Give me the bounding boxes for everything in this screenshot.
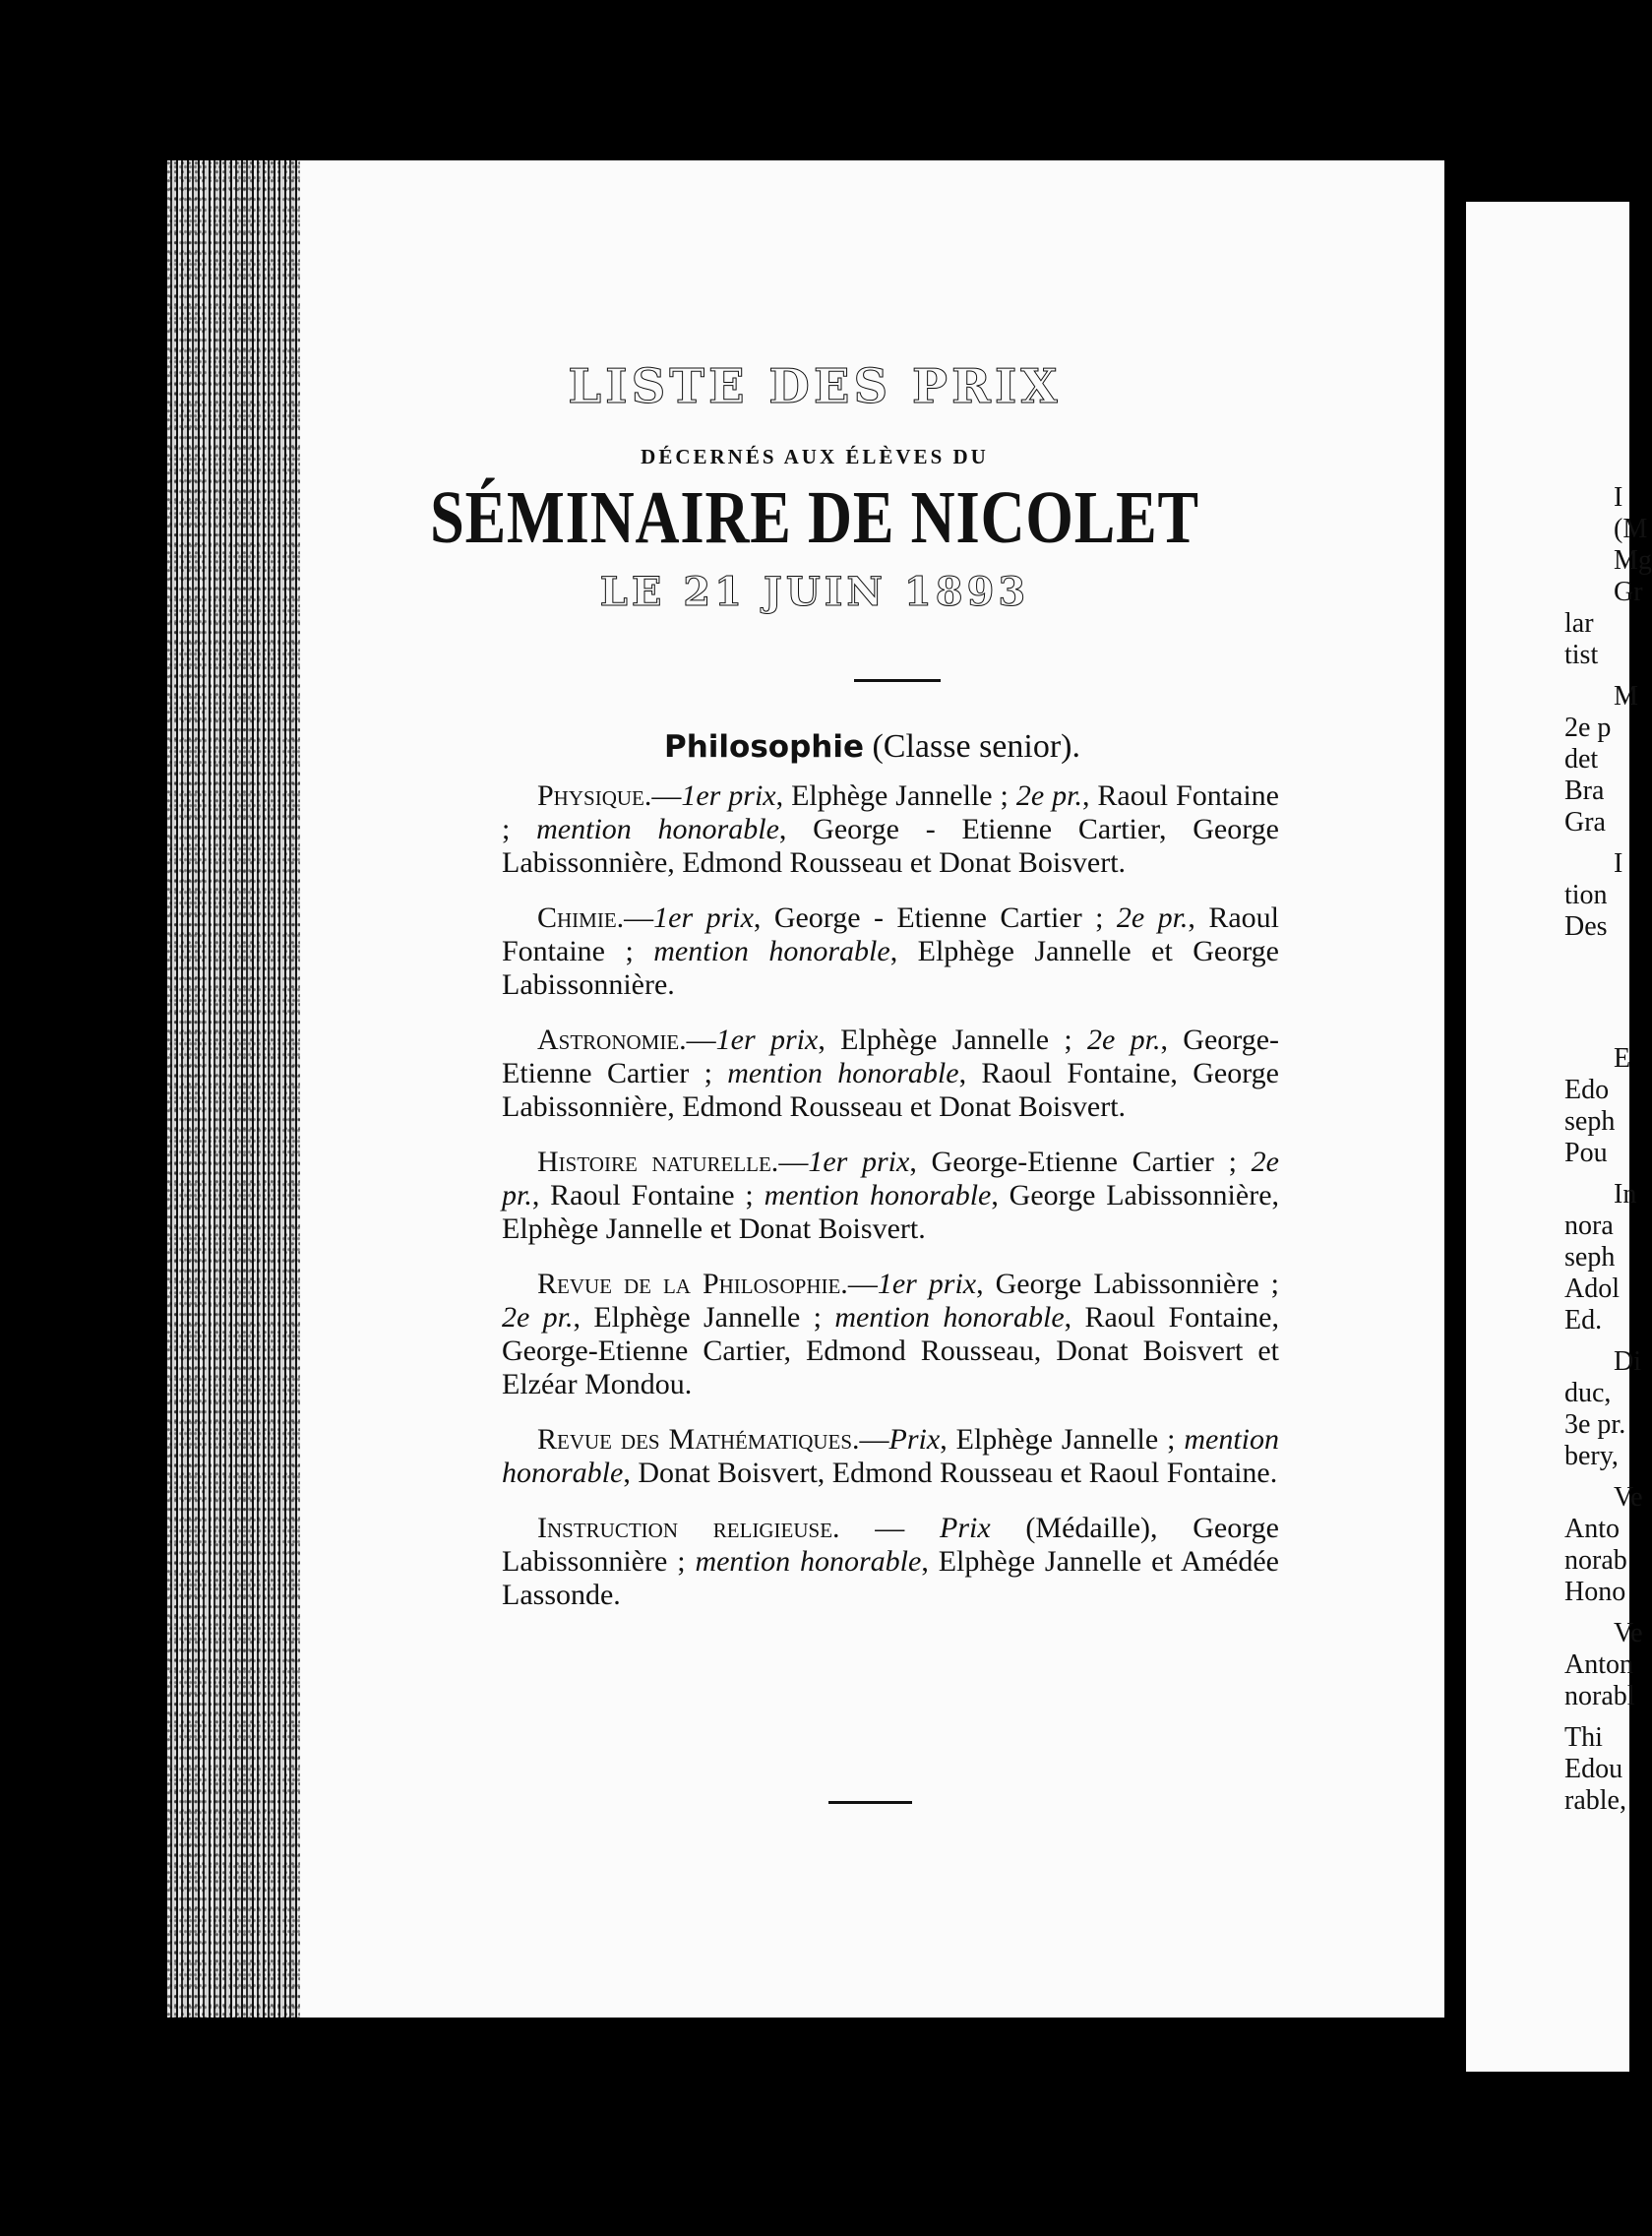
honorable-mention-label: mention honorable	[536, 813, 779, 845]
ceremony-date: LE 21 JUIN 1893	[599, 569, 1030, 615]
facing-page-line: Di	[1614, 1346, 1641, 1377]
prize-text: , Elphège Jannelle ;	[573, 1301, 835, 1334]
facing-page-line: I	[1614, 848, 1623, 879]
second-prize-label: 2e pr.	[502, 1301, 574, 1334]
honorable-mention-label: mention honorable	[502, 1423, 1280, 1489]
facing-page-line: Gr	[1614, 577, 1643, 607]
prize-entry	[502, 1512, 1279, 1612]
facing-page-line: Thi	[1564, 1722, 1603, 1753]
prize-text: , George Labissonnière ;	[976, 1268, 1279, 1300]
prize-text: , Raoul Fontaine ;	[502, 779, 1279, 845]
facing-page-line: I	[1614, 482, 1623, 513]
honorable-mention-label: mention honorable	[653, 935, 890, 967]
prize-text: , Donat Boisvert, Edmond Rousseau et Raoul Fontaine.	[623, 1457, 1278, 1489]
section-class: (Classe senior).	[872, 728, 1080, 765]
facing-page-line: Des	[1564, 911, 1608, 942]
prize-text: —	[859, 1423, 889, 1456]
facing-page-line: det	[1564, 744, 1599, 775]
facing-page-line: tion	[1564, 880, 1608, 910]
prize-text: , George-Etienne Cartier ;	[909, 1146, 1252, 1178]
honorable-mention-label: mention honorable	[834, 1301, 1065, 1334]
section-name: Philosophie	[663, 729, 864, 765]
facing-page-line: M	[1614, 681, 1638, 712]
facing-page-line: Anto	[1564, 1514, 1620, 1544]
prize-subject: Revue des Mathématiques.	[537, 1423, 860, 1456]
facing-page-line: In	[1614, 1179, 1637, 1210]
prize-subject: Astronomie.	[537, 1024, 687, 1056]
facing-page-line: Anton	[1564, 1649, 1633, 1680]
prize-text: —	[686, 1024, 716, 1056]
prize-subject: Histoire naturelle.	[537, 1146, 779, 1178]
facing-page-line: Adol	[1564, 1273, 1620, 1304]
prize-text: , Raoul Fontaine, George Labissonnière, Edmond Rousseau et Donat Boisvert.	[502, 1057, 1279, 1123]
second-prize-label: 2e pr.	[1086, 1024, 1161, 1056]
prize-text: , Raoul Fontaine ;	[531, 1179, 765, 1211]
facing-page-line: nora	[1564, 1211, 1614, 1241]
prize-text: (Médaille), George Labissonnière ;	[502, 1512, 1279, 1578]
honorable-mention-label: mention honorable	[727, 1057, 959, 1089]
facing-page-line: seph	[1564, 1106, 1616, 1137]
prize-text: , Elphège Jannelle ;	[940, 1423, 1185, 1456]
book-page-edges	[167, 160, 300, 2018]
facing-page-line: Bra	[1564, 776, 1605, 806]
section-heading	[300, 728, 1444, 766]
prize-subject: Physique.	[537, 779, 652, 812]
prize-entry	[502, 1423, 1279, 1490]
prize-list	[502, 779, 1279, 1634]
facing-page-line: Gra	[1564, 807, 1606, 838]
facing-page-line: Pou	[1564, 1138, 1608, 1168]
prize-text: , Raoul Fontaine ;	[502, 901, 1279, 967]
facing-page-line: norab	[1564, 1545, 1627, 1576]
honorable-mention-label: mention honorable	[695, 1545, 922, 1578]
prize-text: , Elphège Jannelle et George Labissonnière.	[502, 935, 1279, 1001]
document-subtitle: DÉCERNÉS AUX ÉLÈVES DU	[641, 445, 989, 468]
prize-subject: Instruction religieuse.	[537, 1512, 840, 1544]
second-prize-label: 2e pr.	[1116, 901, 1189, 934]
facing-page-line: lar	[1564, 608, 1594, 639]
facing-page-line: Ed.	[1564, 1305, 1603, 1335]
first-prize-label: 1er prix	[681, 779, 776, 812]
facing-page-line: bery,	[1564, 1441, 1619, 1471]
prize-entry	[502, 901, 1279, 1002]
prize-text: , George-Etienne Cartier ;	[502, 1024, 1280, 1089]
prize-entry	[502, 779, 1279, 880]
first-prize-label: 1er prix	[715, 1024, 819, 1056]
facing-page-line: E	[1614, 1043, 1631, 1074]
prize-text: , Elphège Jannelle ;	[818, 1024, 1087, 1056]
prize-subject: Chimie.	[537, 901, 625, 934]
institution-name: SÉMINAIRE DE NICOLET	[430, 476, 1199, 559]
facing-page-line: Mg	[1614, 545, 1652, 576]
first-prize-label: 1er prix	[877, 1268, 977, 1300]
facing-page-line: Ve	[1614, 1482, 1643, 1513]
prize-text: , Elphège Jannelle et Amédée Lassonde.	[502, 1545, 1279, 1611]
facing-page-line: 2e p	[1564, 713, 1612, 743]
prize-subject: Revue de la Philosophie.	[537, 1268, 848, 1300]
separator-rule-bottom	[828, 1801, 912, 1804]
facing-page-line: Edo	[1564, 1075, 1610, 1105]
prize-text: —	[651, 779, 682, 812]
first-prize-label: Prix	[940, 1512, 991, 1544]
facing-page-line: rable,	[1564, 1785, 1626, 1816]
facing-page-line: 3e pr.	[1564, 1409, 1626, 1440]
prize-entry	[502, 1024, 1279, 1124]
facing-page-line: norabl	[1564, 1681, 1635, 1711]
prize-text: , George Labissonnière, Elphège Jannelle et Donat Boisvert.	[502, 1179, 1280, 1245]
facing-page-line: (M	[1614, 514, 1648, 544]
prize-text: , George - Etienne Cartier ;	[753, 901, 1117, 934]
facing-page-line: Ve	[1614, 1618, 1643, 1648]
separator-rule-top	[854, 679, 941, 682]
prize-entry	[502, 1146, 1279, 1246]
second-prize-label: 2e pr.	[502, 1146, 1279, 1211]
prize-text: —	[839, 1512, 941, 1544]
facing-page-line: Edou	[1564, 1754, 1623, 1784]
document-title: LISTE DES PRIX	[568, 359, 1062, 414]
facing-page-line: duc,	[1564, 1378, 1612, 1408]
first-prize-label: 1er prix	[653, 901, 754, 934]
first-prize-label: Prix	[888, 1423, 941, 1456]
prize-text: —	[847, 1268, 878, 1300]
prize-text: , Elphège Jannelle ;	[775, 779, 1016, 812]
prize-entry	[502, 1268, 1279, 1401]
prize-text: —	[778, 1146, 809, 1178]
first-prize-label: 1er prix	[808, 1146, 910, 1178]
facing-page-line: tist	[1564, 640, 1599, 670]
honorable-mention-label: mention honorable	[764, 1179, 992, 1211]
prize-text: —	[624, 901, 654, 934]
facing-page-line: Hono	[1564, 1577, 1626, 1607]
facing-page-line: seph	[1564, 1242, 1616, 1273]
second-prize-label: 2e pr.	[1015, 779, 1082, 812]
prize-text: , George - Etienne Cartier, George Labissonnière, Edmond Rousseau et Donat Boisvert.	[502, 813, 1279, 879]
prize-text: , Raoul Fontaine, George-Etienne Cartier, Edmond Rousseau, Donat Boisvert et Elzéar Mondou.	[502, 1301, 1279, 1400]
